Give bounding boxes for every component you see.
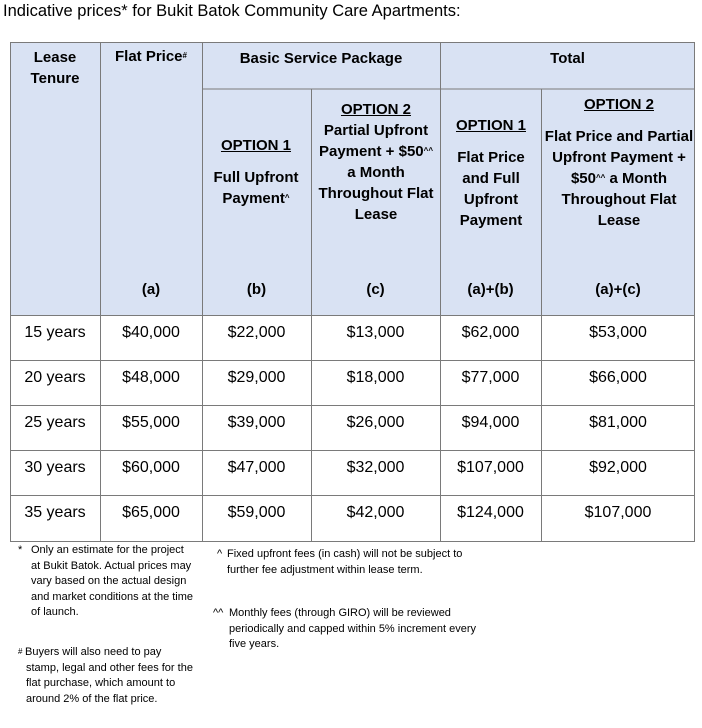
cell-bsp-option1: $59,000 — [227, 504, 286, 521]
code-a-plus-b: (a)+(b) — [467, 281, 514, 298]
cell-total-option1: $62,000 — [461, 324, 520, 341]
cell-bsp-option2: $13,000 — [346, 324, 405, 341]
cell-bsp-option2: $32,000 — [346, 459, 405, 476]
header-flat-price: Flat Price# — [115, 48, 187, 65]
cell-total-option2: $92,000 — [589, 459, 647, 476]
footnote-estimate-text: Only an estimate for the project at Bukit Batok. Actual prices may vary based on the actual design and market conditions at the time of launch. — [31, 544, 194, 618]
footnote-buyers-mark: # — [18, 647, 23, 656]
code-c: (c) — [366, 281, 385, 298]
footnote-buyers-text: Buyers will also need to pay stamp, legal and other fees for the flat purchase, which amount to around 2% of the flat price. — [25, 646, 193, 705]
cell-total-option1: $107,000 — [457, 459, 524, 476]
footnote-monthly-text: Monthly fees (through GIRO) will be reviewed periodically and capped within 5% increment every five years. — [229, 607, 477, 650]
cell-total-option2: $81,000 — [589, 414, 647, 431]
footnote-buyers — [18, 645, 196, 707]
bsp-option1-title: OPTION 1 — [220, 137, 291, 154]
cell-bsp-option1: $47,000 — [227, 459, 286, 476]
cell-tenure: 20 years — [24, 369, 86, 386]
code-b: (b) — [246, 281, 267, 298]
code-a: (a) — [141, 281, 161, 298]
footnote-fixed-mark: ^ — [217, 548, 223, 560]
bsp-option2-title: OPTION 2 — [340, 101, 411, 118]
cell-total-option2: $107,000 — [584, 504, 652, 521]
total-option2-desc: Flat Price and Partial Upfront Payment + $50^^ a Month Throughout Flat Lease — [544, 128, 694, 229]
cell-bsp-option1: $29,000 — [227, 369, 286, 386]
bsp-option1-desc: Full Upfront Payment^ — [213, 169, 299, 207]
cell-bsp-option2: $18,000 — [346, 369, 405, 386]
total-option1-title: OPTION 1 — [455, 117, 526, 134]
cell-flat-price: $60,000 — [122, 459, 180, 476]
header-total: Total — [550, 50, 585, 67]
cell-flat-price: $48,000 — [122, 369, 180, 386]
cell-flat-price: $65,000 — [122, 504, 180, 521]
footnote-fixed-text: Fixed upfront fees (in cash) will not be subject to further fee adjustment within lease term. — [227, 548, 463, 576]
footnote-estimate — [18, 543, 196, 621]
total-option2-title: OPTION 2 — [583, 96, 654, 113]
cell-total-option1: $77,000 — [461, 369, 520, 386]
cell-flat-price: $55,000 — [122, 414, 180, 431]
page-title: Indicative prices* for Bukit Batok Community Care Apartments: — [3, 2, 461, 20]
cell-bsp-option2: $42,000 — [346, 504, 405, 521]
code-a-plus-c: (a)+(c) — [595, 281, 641, 298]
header-bsp-option1 — [206, 135, 306, 209]
cell-tenure: 30 years — [24, 459, 86, 476]
cell-total-option1: $94,000 — [461, 414, 520, 431]
header-total-option2 — [544, 94, 694, 231]
cell-tenure: 15 years — [24, 324, 86, 341]
cell-bsp-option2: $26,000 — [346, 414, 405, 431]
cell-bsp-option1: $22,000 — [227, 324, 286, 341]
cell-total-option1: $124,000 — [457, 504, 524, 521]
footnote-monthly-fees — [213, 606, 479, 653]
cell-total-option2: $53,000 — [589, 324, 647, 341]
header-total-option1 — [443, 115, 539, 231]
header-basic-service-package: Basic Service Package — [239, 50, 403, 67]
footnote-estimate-mark: * — [18, 544, 23, 556]
cell-bsp-option1: $39,000 — [227, 414, 286, 431]
header-lease-tenure: Lease Tenure — [30, 49, 80, 87]
header-bsp-option2 — [314, 99, 438, 225]
cell-total-option2: $66,000 — [589, 369, 647, 386]
footnote-monthly-mark: ^^ — [213, 607, 224, 619]
cell-tenure: 35 years — [24, 504, 86, 521]
bsp-option2-desc: Partial Upfront Payment + $50^^ a Month Throughout Flat Lease — [318, 122, 434, 223]
total-option1-desc: Flat Price and Full Upfront Payment — [457, 149, 525, 229]
cell-flat-price: $40,000 — [122, 324, 180, 341]
cell-tenure: 25 years — [24, 414, 86, 431]
footnote-fixed-fees — [217, 547, 479, 578]
